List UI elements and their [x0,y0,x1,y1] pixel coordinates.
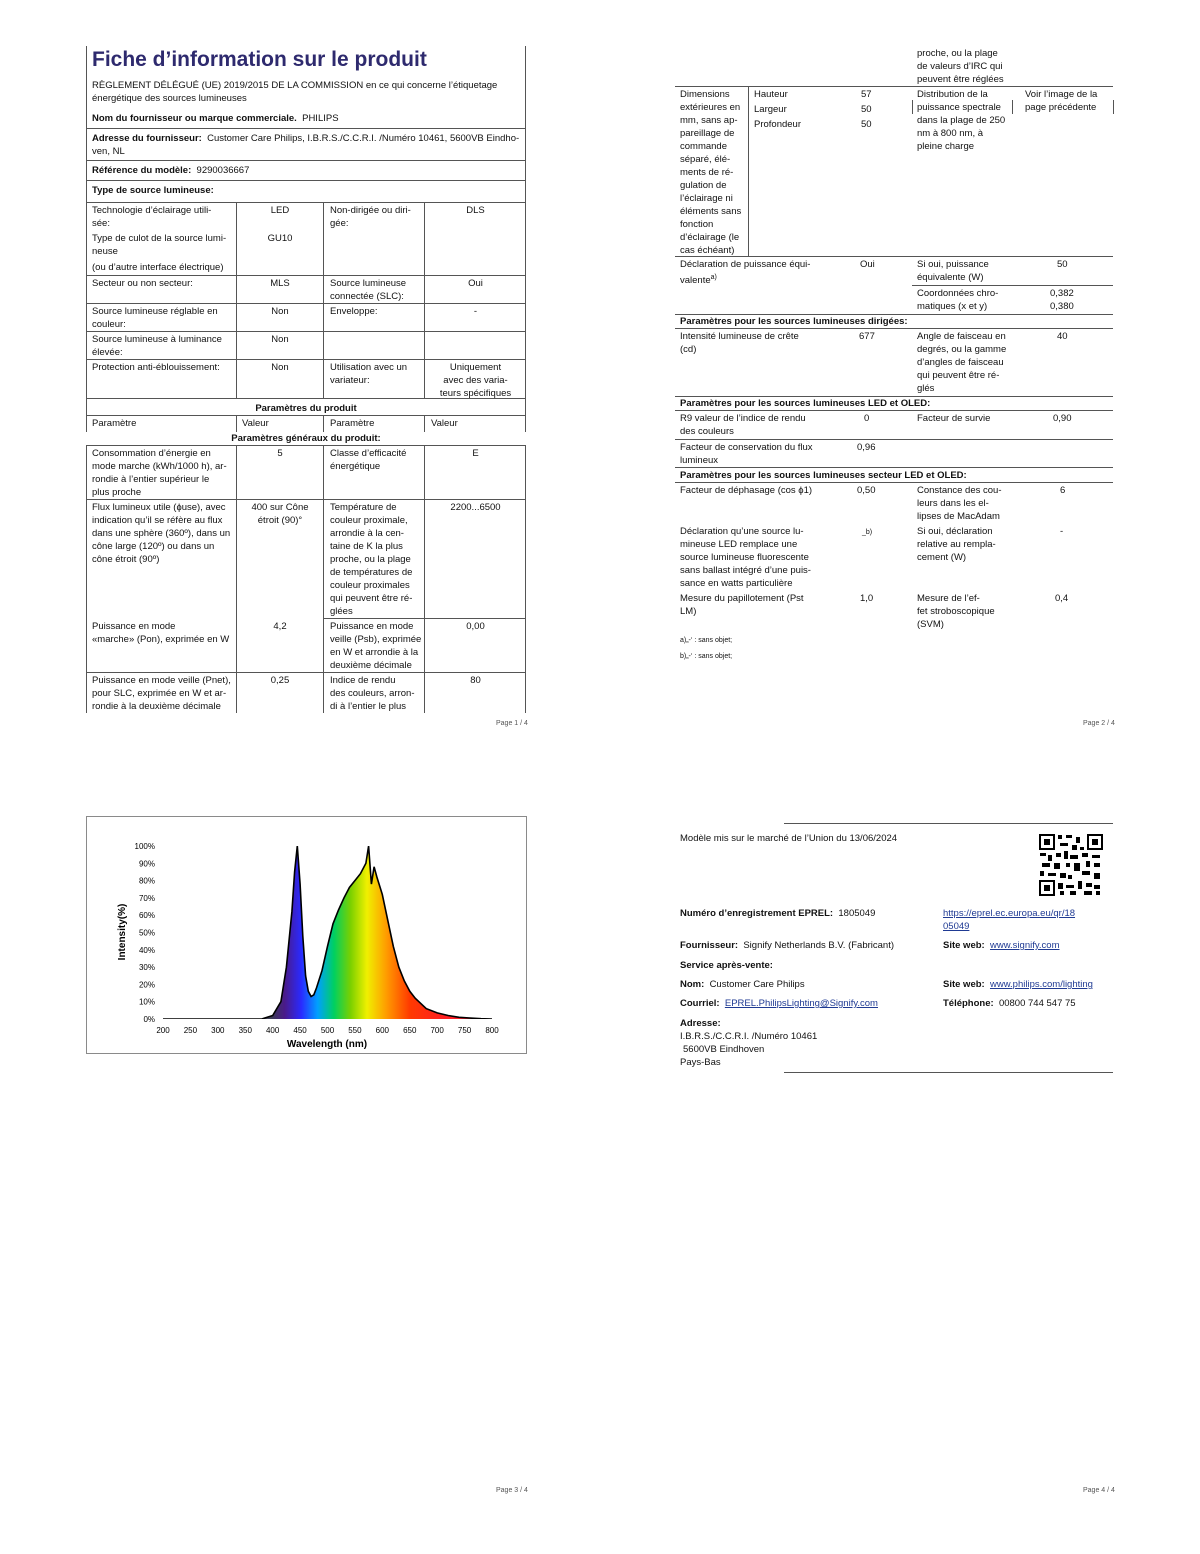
light-source-type-label: Type de source lumineuse: [92,185,214,196]
colour-tunable-label-cont: couleur: [92,319,126,330]
macadam-label-line: leurs dans les el- [917,498,989,509]
beam-angle-label-line: d’angles de faisceau [917,357,1004,368]
address-line: I.B.R.S./C.C.R.I. /Numéro 10461 [680,1031,818,1042]
signify-link[interactable]: www.signify.com [989,940,1060,951]
svm-value: 0,4 [1055,593,1069,604]
cct-label-9: glées [330,606,353,617]
envelope-label: Enveloppe: [330,306,378,317]
slc-label-cont: connectée (SLC): [330,291,404,302]
cri-cont-2: de valeurs d’IRC qui [917,61,1003,72]
r9-label-cont: des couleurs [680,426,734,437]
pnet-value: 0,25 [270,675,290,686]
beam-angle-label-line: degrés, ou la gamme [917,344,1007,355]
address-line-3: Pays-Bas [680,1057,721,1068]
regulation-text-cont: énergétique des sources lumineuses [92,93,247,104]
table-border-left [86,46,87,713]
phone-label: Téléphone: [943,998,994,1009]
led-heading: Paramètres pour les sources lumineuses LED et OLED: [680,398,931,409]
cri-cont: proche, ou la plage [917,48,998,59]
flux-label: Flux lumineux utile (ɸuse), avec [92,502,226,513]
site-label: Site web: [943,940,985,951]
psb-label-2: veille (Psb), exprimée [330,634,422,645]
power-factor-label: Facteur de déphasage (cos ϕ1) [680,485,813,496]
high-luminance-label-cont: élevée: [92,347,123,358]
y-tick-label: 0% [143,1015,155,1024]
x-tick-label: 750 [457,1026,472,1035]
pnet-label: Puissance en mode veille (Pnet), [92,675,231,686]
x-tick-label: 250 [183,1026,198,1035]
chroma-x-value: 0,382 [1050,288,1074,299]
model-label: Référence du modèle: [92,165,192,176]
chroma-y-value: 0,380 [1050,301,1074,312]
dimensions-label-line: extérieures en [680,102,741,113]
survival-value: 0,90 [1053,413,1072,424]
r9-value: 0 [864,413,870,424]
flux-value-cont: étroit (90)° [257,515,303,526]
dimensions-label-line: pareillage de [680,128,735,139]
y-tick-label: 40% [138,945,155,955]
dimensions-label-line: séparé, élé- [680,154,731,165]
x-tick-label: 200 [156,1026,170,1035]
y-tick-label: 90% [138,859,155,869]
spd-label-line: nm à 800 nm, à [917,128,984,139]
flux-value: 400 sur Cône [251,502,309,513]
col-header-param: Paramètre [92,418,137,429]
site-label-2: Site web: [943,979,985,990]
address-value: Customer Care Philips, I.B.R.S./C.C.R.I. /Numéro 10461, 5600VB Eindho- [207,133,520,144]
slc-label: Source lumineuse [330,278,407,289]
svm-label-line: Mesure de l’ef- [917,593,980,604]
y-tick-label: 10% [138,997,155,1007]
philips-link[interactable]: www.philips.com/lighting [989,979,1093,990]
beam-angle-value: 40 [1057,331,1068,342]
y-tick-label: 50% [138,928,155,938]
power-factor-value: 0,50 [857,485,876,496]
x-tick-label: 400 [265,1026,280,1035]
high-luminance-value: Non [271,334,289,345]
replacement-claim-value: - [1060,526,1064,537]
cap-label: Type de culot de la source lumi- [92,233,227,244]
supplier-label: Nom du fournisseur ou marque commerciale. [92,113,297,124]
dimensions-label-line: gulation de [680,180,727,191]
beam-angle-label-line: Angle de faisceau en [917,331,1006,342]
width-label: Largeur [754,104,787,115]
svm-label-line: fet stroboscopique [917,606,995,617]
replacement-claim-label-line: relative au rempla- [917,539,996,550]
cap-label-cont: neuse [92,246,118,257]
pnet-label-2: pour SLC, exprimée en W et ar- [92,688,227,699]
email-link[interactable]: EPREL.PhilipsLighting@Signify.com [724,998,878,1009]
height-label: Hauteur [754,89,788,100]
cri-label-2: des couleurs, arron- [330,688,415,699]
glare-value: Non [271,362,289,373]
y-axis-label: Intensity(%) [117,903,128,961]
beam-angle-label-line: glés [917,383,935,394]
replacement-label-line: Déclaration qu’une source lu- [680,526,804,537]
cct-label-2: couleur proximale, [330,515,408,526]
flux-label-cont2: dans une sphère (360º), dans un [92,528,231,539]
y-tick-label: 100% [134,842,155,851]
spd-value: Voir l’image de la [1025,89,1098,100]
colour-tunable-label: Source lumineuse réglable en [92,306,218,317]
eprel-label: Numéro d’enregistrement EPREL: [680,908,834,919]
equiv-label: Déclaration de puissance équi- [680,259,811,270]
colour-tunable-value: Non [271,306,289,317]
height-value: 57 [861,89,872,100]
address-line-2: 5600VB Eindhoven [683,1044,765,1055]
energy-label-cont2: rondie à l’entier supérieur le [92,474,210,485]
psb-label-3: en W et arrondie à la [330,647,419,658]
flux-label-cont4: cône étroit (90º) [92,554,160,565]
tech-value: LED [270,205,290,216]
directed-heading: Paramètres pour les sources lumineuses dirigées: [680,316,908,327]
tech-label-cont: sée: [92,218,110,229]
psb-value: 0,00 [466,621,485,632]
dimensions-label-line: mm, sans ap- [680,115,738,126]
cct-label: Température de [330,502,397,513]
x-tick-label: 650 [403,1026,417,1035]
directed-label-cont: gée: [330,218,349,229]
page-number: Page 1 / 4 [496,720,528,727]
macadam-value: 6 [1060,485,1066,496]
equiv-power-label-cont: équivalente (W) [917,272,984,283]
dimmer-value-cont: avec des varia- [443,375,508,386]
cct-value: 2200...6500 [450,502,501,513]
replacement-label-line: sans ballast intégré d’une puis- [680,565,811,576]
x-tick-label: 550 [348,1026,362,1035]
x-tick-label: 600 [375,1026,390,1035]
tech-label: Technologie d’éclairage utili- [92,205,212,216]
replacement-label-line: sance en watts particulière [680,578,793,589]
qr-code-icon [1038,833,1104,897]
replacement-value: _b) [862,529,873,536]
flux-label-cont3: cône large (120º) ou dans un [92,541,215,552]
cct-label-6: de températures de [330,567,413,578]
beam-angle-label-line: qui peuvent être ré- [917,370,1000,381]
general-heading: Paramètres généraux du produit: [86,432,526,445]
envelope-value: - [473,306,478,317]
r9-label: R9 valeur de l’indice de rendu [680,413,806,424]
supplier-value: PHILIPS [302,113,339,124]
equiv-power-value: 50 [1057,259,1068,270]
y-tick-label: 70% [138,893,155,903]
cap-label-note: (ou d’autre interface électrique) [92,262,224,273]
spectral-distribution-chart [87,817,526,1053]
cct-label-7: couleur proximales [330,580,410,591]
chart-frame [86,816,527,1054]
cri-value: 80 [470,675,481,686]
pon-label: Puissance en mode [92,621,176,632]
name-value: Customer Care Philips [709,979,805,990]
spd-label-line: dans la plage de 250 [917,115,1006,126]
x-tick-label: 800 [485,1026,499,1035]
dimmer-label-cont: variateur: [330,375,370,386]
x-tick-label: 350 [238,1026,252,1035]
lumen-maint-label: Facteur de conservation du flux [680,442,813,453]
flux-label-cont: indication qu’il se réfère au flux [92,515,223,526]
slc-value: Oui [468,278,483,289]
depth-label: Profondeur [754,119,802,130]
cct-label-4: taine de K la plus [330,541,403,552]
model-value: 9290036667 [196,165,250,176]
energy-label-cont3: plus proche [92,487,142,498]
pon-label-cont: «marche» (Pon), exprimée en W [92,634,230,645]
high-luminance-label: Source lumineuse à luminance [92,334,222,345]
eprel-link[interactable]: https://eprel.ec.europa.eu/qr/18 [943,908,1076,919]
footnote-a: a)„-‘ : sans objet; [680,637,733,644]
equiv-footnote: a) [710,274,717,281]
x-tick-label: 300 [211,1026,225,1035]
class-value: E [472,448,479,459]
peak-intensity-label: Intensité lumineuse de crête [680,331,799,342]
directed-value: DLS [466,205,485,216]
col-header-value: Valeur [242,418,269,429]
replacement-label-line: source lumineuse fluorescente [680,552,809,563]
glare-label: Protection anti-éblouissement: [92,362,220,373]
x-tick-label: 500 [320,1026,335,1035]
class-label: Classe d’efficacité [330,448,407,459]
regulation-text: RÈGLEMENT DÉLÉGUÉ (UE) 2019/2015 DE LA COMMISSION en ce qui concerne l’étiquetage [92,80,498,91]
energy-label-cont: mode marche (kWh/1000 h), ar- [92,461,227,472]
equiv-power-label: Si oui, puissance [917,259,989,270]
page-title: Fiche d’information sur le produit [92,48,427,71]
cri-label-3: di à l’entier le plus [330,701,407,712]
pon-value: 4,2 [273,621,287,632]
directed-label: Non-dirigée ou diri- [330,205,411,216]
spd-label-line: Distribution de la [917,89,988,100]
dimensions-label-line: fonction [680,219,714,230]
address-value-cont: ven, NL [92,146,125,157]
mains-value: MLS [270,278,290,289]
phone-value: 00800 744 547 75 [998,998,1076,1009]
width-value: 50 [861,104,872,115]
cri-label: Indice de rendu [330,675,396,686]
flicker-label-cont: LM) [680,606,697,617]
y-tick-label: 80% [138,876,155,886]
spd-label-line: pleine charge [917,141,975,152]
y-tick-label: 20% [138,980,155,990]
dimensions-label-line: ments de ré- [680,167,734,178]
lumen-maint-label-cont: lumineux [680,455,719,466]
dimensions-label-line: Dimensions [680,89,730,100]
replacement-claim-label-line: Si oui, déclaration [917,526,993,537]
market-date: Modèle mis sur le marché de l’Union du 13/06/2024 [680,833,898,844]
service-label: Service après-vente: [680,960,773,971]
x-axis-label: Wavelength (nm) [286,1039,368,1050]
page-number: Page 2 / 4 [1083,720,1115,727]
survival-label: Facteur de survie [917,413,991,424]
col-header-value-2: Valeur [431,418,458,429]
lumen-maint-value: 0,96 [857,442,876,453]
chroma-label-cont: matiques (x et y) [917,301,988,312]
supplier-value: Signify Netherlands B.V. (Fabricant) [743,940,895,951]
y-tick-label: 60% [138,911,155,921]
dimmer-value-cont2: teurs spécifiques [439,388,512,399]
dimensions-label-line: commande [680,141,727,152]
spd-label-line: puissance spectrale [917,102,1001,113]
dimensions-label-line: l’éclairage ni [680,193,733,204]
peak-intensity-label-cont: (cd) [680,344,697,355]
dimensions-label-line: éléments sans [680,206,742,217]
name-label: Nom: [680,979,705,990]
macadam-label-line: Constance des cou- [917,485,1002,496]
energy-value: 5 [277,448,283,459]
pnet-label-3: rondie à la deuxième décimale [92,701,221,712]
dimensions-label-line: d’éclairage (le [680,232,740,243]
x-tick-label: 700 [430,1026,444,1035]
peak-intensity-value: 677 [859,331,875,342]
cct-label-8: qui peuvent être ré- [330,593,413,604]
flicker-label: Mesure du papillotement (Pst [680,593,804,604]
mail-label: Courriel: [680,998,720,1009]
energy-label: Consommation d’énergie en [92,448,211,459]
replacement-claim-label-line: cement (W) [917,552,967,563]
psb-label: Puissance en mode [330,621,414,632]
address-label: Adresse: [680,1018,721,1029]
mains-led-heading: Paramètres pour les sources lumineuses secteur LED et OLED: [680,470,967,481]
x-tick-label: 450 [293,1026,307,1035]
class-label-cont: énergétique [330,461,381,472]
y-tick-label: 30% [138,963,155,973]
cap-value: GU10 [267,233,293,244]
macadam-label-line: lipses de MacAdam [917,511,1000,522]
col-header-param-2: Paramètre [330,418,375,429]
mains-label: Secteur ou non secteur: [92,278,193,289]
psb-label-4: deuxième décimale [330,660,412,671]
eprel-link-cont[interactable]: 05049 [943,921,970,932]
equiv-label-cont: valente [680,275,711,287]
cri-cont-3: peuvent être réglées [917,74,1004,85]
equiv-value: Oui [860,259,875,270]
cct-label-5: proche, ou la plage [330,554,411,565]
dimensions-label-line: cas échéant) [680,245,735,256]
supplier-label: Fournisseur: [680,940,739,951]
chroma-label: Coordonnées chro- [917,288,999,299]
params-heading: Paramètres du produit [255,403,357,414]
dimmer-label: Utilisation avec un [330,362,408,373]
address-label: Adresse du fournisseur: [92,133,202,144]
footnote-b: b)„-‘ : sans objet; [680,653,733,660]
page-number: Page 4 / 4 [1083,1487,1115,1494]
flicker-value: 1,0 [860,593,874,604]
dimmer-value: Uniquement [449,362,502,373]
cct-label-3: arrondie à la cen- [330,528,404,539]
replacement-label-line: mineuse LED remplace une [680,539,798,550]
eprel-value: 1805049 [838,908,876,919]
spd-value-cont: page précédente [1025,102,1097,113]
svm-label-line: (SVM) [917,619,944,630]
page-number: Page 3 / 4 [496,1487,528,1494]
depth-value: 50 [861,119,872,130]
